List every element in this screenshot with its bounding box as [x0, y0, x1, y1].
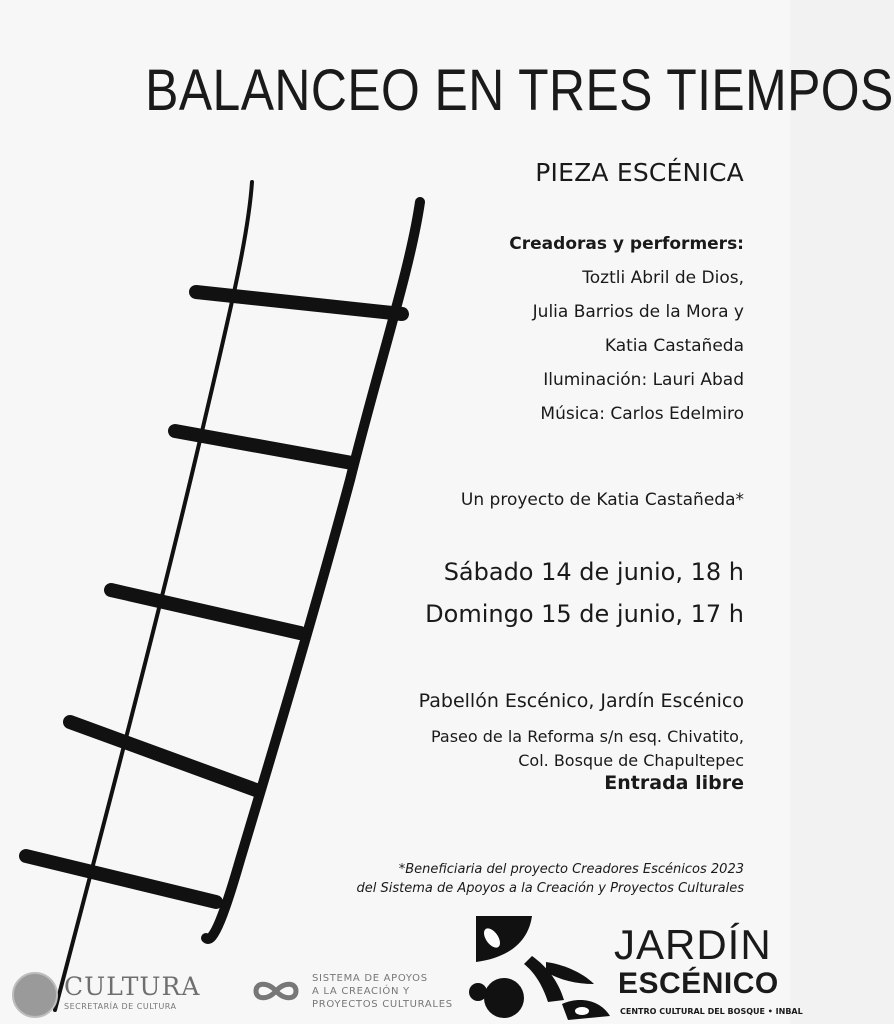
cultura-logo-text: CULTURA [64, 972, 201, 1001]
ladder-right-rail [206, 202, 420, 939]
footnote [356, 860, 744, 898]
cultura-logo-subtitle: SECRETARÍA DE CULTURA [64, 1002, 177, 1011]
ladder-rung-5 [26, 856, 216, 902]
ladder-left-rail [55, 182, 252, 1010]
ladder-rung-4 [70, 722, 256, 790]
event-subtitle: PIEZA ESCÉNICA [535, 158, 744, 187]
jardin-logo-line-3: CENTRO CULTURAL DEL BOSQUE • INBAL [620, 1007, 803, 1016]
infinity-icon [248, 976, 304, 1006]
address-line-2: Col. Bosque de Chapultepec [518, 751, 744, 770]
entry-label: Entrada libre [604, 772, 744, 794]
sistema-line-2: A LA CREACIÓN Y [312, 986, 410, 997]
footnote-line-2: del Sistema de Apoyos a la Creación y Proyectos Culturales [356, 881, 744, 896]
footnote-line-1: *Beneficiaria del proyecto Creadores Escénicos 2023 [398, 862, 744, 877]
sistema-line-1: SISTEMA DE APOYOS [312, 973, 428, 984]
event-date-1: Sábado 14 de junio, 18 h [443, 558, 744, 586]
ladder-rung-1 [196, 292, 402, 314]
sponsor-logos [0, 914, 803, 1024]
address-line-1: Paseo de la Reforma s/n esq. Chivatito, [430, 727, 744, 746]
credit-name-2: Julia Barrios de la Mora y [532, 302, 744, 322]
event-dates [425, 560, 744, 644]
credits-heading: Creadoras y performers: [509, 234, 744, 254]
credit-name-3: Katia Castañeda [604, 336, 744, 356]
project-credit: Un proyecto de Katia Castañeda* [460, 490, 744, 510]
music-credit: Música: Carlos Edelmiro [540, 404, 744, 424]
credit-name-1: Toztli Abril de Dios, [582, 268, 744, 288]
venue-address [431, 725, 744, 773]
event-title: BALANCEO EN TRES TIEMPOS [145, 58, 894, 123]
ladder-rung-2 [175, 431, 352, 463]
lighting-credit: Iluminación: Lauri Abad [543, 370, 744, 390]
jardin-logo-line-1: JARDÍN [614, 921, 772, 968]
jardin-logo-line-2: ESCÉNICO [618, 967, 779, 1000]
jardin-shapes-icon [470, 914, 620, 1024]
venue-name: Pabellón Escénico, Jardín Escénico [418, 690, 744, 712]
mexico-seal-icon [12, 972, 58, 1018]
credits-block [414, 236, 744, 440]
ladder-rung-3 [111, 590, 300, 633]
sistema-logo-text [312, 972, 453, 1011]
sistema-line-3: PROYECTOS CULTURALES [312, 999, 453, 1010]
event-date-2: Domingo 15 de junio, 17 h [425, 600, 744, 628]
